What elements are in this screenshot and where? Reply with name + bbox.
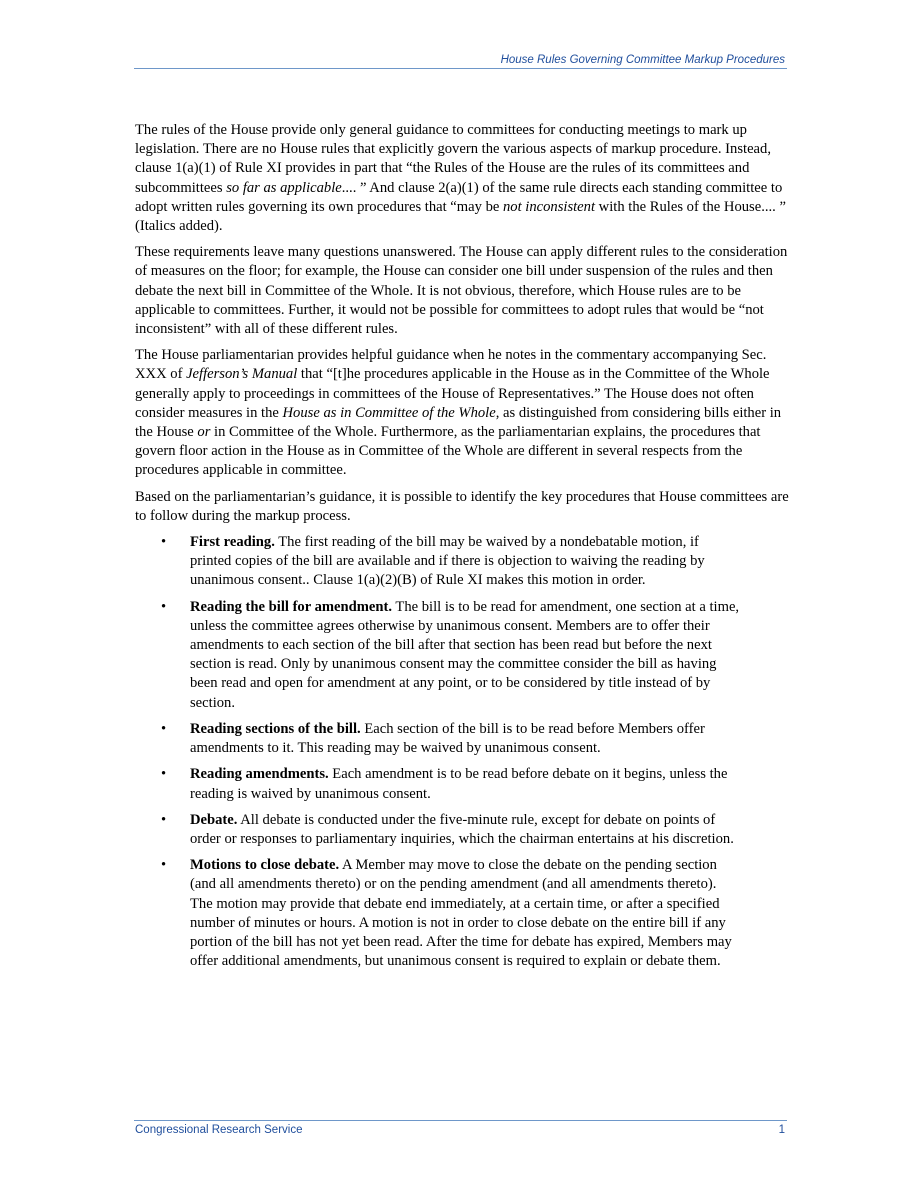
bullet-icon: • — [161, 720, 167, 737]
procedure-list — [135, 533, 790, 971]
document-body — [135, 121, 790, 978]
bullet-icon: • — [161, 598, 167, 615]
list-item: • Debate. All debate is conducted under the five-minute rule, except for debate on points of order or responses to parliamentary inquiries, which the chairman entertains at his discretion. — [161, 811, 734, 847]
paragraph-4: Based on the parliamentarian’s guidance, it is possible to identify the key procedures that House committees are to follow during the markup process. — [135, 488, 789, 524]
list-item: • Reading sections of the bill. Each section of the bill is to be read before Members offer amendments to it. This reading may be waived by unanimous consent. — [161, 720, 705, 757]
footer-source: Congressional Research Service — [135, 1124, 303, 1136]
bullet-icon: • — [161, 811, 167, 828]
bullet-icon: • — [161, 857, 167, 874]
paragraph-1: The rules of the House provide only general guidance to committees for conducting meetings to mark up legislation. There are no House rules that explicitly govern the various aspects of markup procedure. Instead, clause 1(a)(1) of Rule XI provides in part that “the Rules of the House are the rules of its committees and subcommittees so far as applicable.... ” And clause 2(a)(1) of the same rule directs each standing committee to adopt written rules governing its own procedures that “may be not inconsistent with the Rules of the House.... ” (Italics added). — [135, 122, 786, 235]
page-number: 1 — [778, 1124, 785, 1136]
list-item: • First reading. The first reading of the bill may be waived by a nondebatable motion, if printed copies of the bill are available and if there is objection to waiving the reading by unanimous consent.. Clause 1(a)(2)(B) of Rule XI makes this motion in order. — [161, 534, 705, 589]
paragraph-2: These requirements leave many questions unanswered. The House can apply different rules to the consideration of measures on the floor; for example, the House can consider one bill under suspension of the rules and then debate the next bill in Committee of the Whole. It is not obvious, therefore, which House rules are to be applicable to committees. Further, it would not be possible for committees to adopt rules that would be “not inconsistent” with all of these different rules. — [135, 244, 788, 338]
list-item: • Motions to close debate. A Member may move to close the debate on the pending section (and all amendments thereto) or on the pending amendment (and all amendments thereto). The motion may provide that debate end immediately, at a certain time, or after a specified number of minutes or hours. A motion is not in order to close debate on the entire bill if any portion of the bill has not yet been read. After the time for debate has expired, Members may offer additional amendments, but unanimous consent is required to explain or debate them. — [161, 857, 732, 970]
footer-divider — [134, 1120, 787, 1121]
list-item: • Reading amendments. Each amendment is to be read before debate on it begins, unless the reading is waived by unanimous consent. — [161, 766, 728, 802]
running-header: House Rules Governing Committee Markup Procedures — [500, 54, 785, 66]
list-item: • Reading the bill for amendment. The bill is to be read for amendment, one section at a time, unless the committee agrees otherwise by unanimous consent. Members are to offer their amendments to each section of the bill after that section has been read but before the next section is read. Only by unanimous consent may the committee consider the bill as having been read and open for amendment at any point, or to be considered by title instead of by section. — [161, 598, 740, 711]
bullet-icon: • — [161, 766, 167, 783]
bullet-icon: • — [161, 534, 167, 551]
header-divider — [134, 68, 787, 69]
paragraph-3: The House parliamentarian provides helpful guidance when he notes in the commentary accompanying Sec. XXX of Jefferson’s Manual that “[t]he procedures applicable in the House as in the Committee of the Whole generally apply to proceedings in committees of the House of Representatives.” The House does not often consider measures in the House as in Committee of the Whole, as distinguished from considering bills either in the House or in Committee of the Whole. Furthermore, as the parliamentarian explains, the procedures that govern floor action in the House as in Committee of the Whole are different in several respects from the procedures applicable in committee. — [135, 347, 782, 479]
